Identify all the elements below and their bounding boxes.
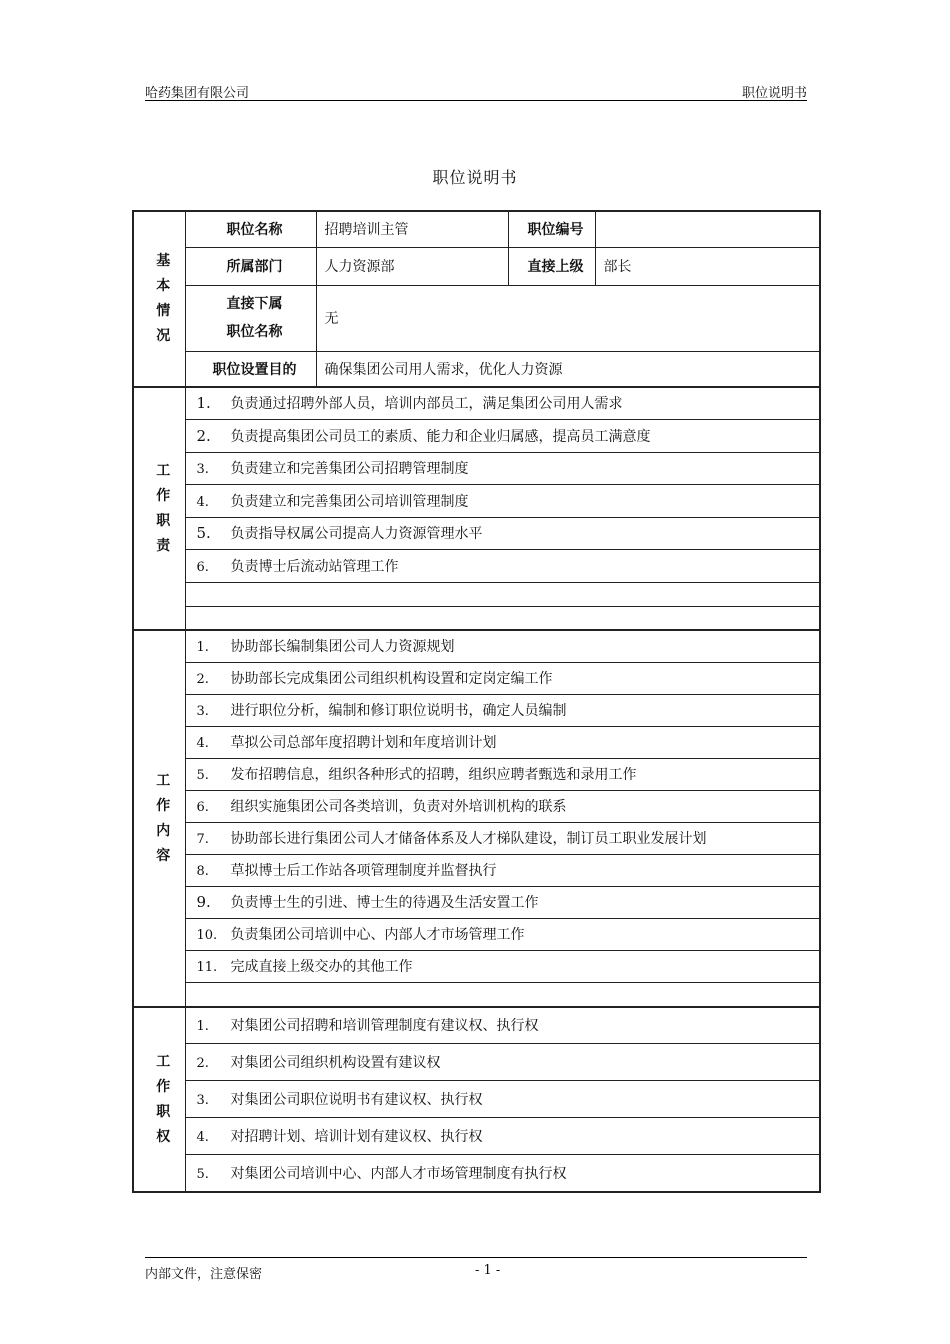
section-authority: 工 作 职 权 xyxy=(133,1007,185,1192)
table-row xyxy=(133,387,820,419)
duty-item: 4. 负责建立和完善集团公司培训管理制度 xyxy=(185,484,820,517)
page-number: - 1 - xyxy=(475,1263,501,1278)
authority-item: 4. 对招聘计划、培训计划有建议权、执行权 xyxy=(185,1117,820,1154)
authority-item: 2. 对集团公司组织机构设置有建议权 xyxy=(185,1043,820,1080)
subordinate-label-line2: 职位名称 xyxy=(226,324,283,340)
page-footer xyxy=(145,1257,807,1280)
content-item: 8. 草拟博士后工作站各项管理制度并监督执行 xyxy=(185,854,820,886)
subordinate-value: 无 xyxy=(316,285,820,351)
position-name-value: 招聘培训主管 xyxy=(316,211,508,247)
document-title: 职位说明书 xyxy=(432,168,518,187)
page-header xyxy=(145,82,807,101)
table-row xyxy=(133,1007,820,1043)
position-code-label: 职位编号 xyxy=(508,211,595,247)
content-item: 9. 负责博士生的引进、博士生的待遇及生活安置工作 xyxy=(185,886,820,918)
table-row xyxy=(133,351,820,387)
subordinate-label-line1: 直接下属 xyxy=(226,296,283,312)
confidential-note: 内部文件，注意保密 xyxy=(145,1267,263,1282)
superior-value: 部长 xyxy=(595,247,820,285)
subordinate-label xyxy=(185,285,316,351)
duty-item: 2. 负责提高集团公司员工的素质、能力和企业归属感，提高员工满意度 xyxy=(185,419,820,452)
content-item: 4. 草拟公司总部年度招聘计划和年度培训计划 xyxy=(185,726,820,758)
duty-item: 5. 负责指导权属公司提高人力资源管理水平 xyxy=(185,517,820,549)
table-row xyxy=(133,285,820,351)
doc-type: 职位说明书 xyxy=(741,86,807,101)
authority-item: 1. 对集团公司招聘和培训管理制度有建议权、执行权 xyxy=(185,1007,820,1043)
table-row xyxy=(133,630,820,662)
table-row xyxy=(133,247,820,285)
company-name: 哈药集团有限公司 xyxy=(145,86,250,101)
department-label: 所属部门 xyxy=(185,247,316,285)
content-item: 11. 完成直接上级交办的其他工作 xyxy=(185,950,820,982)
authority-item: 3. 对集团公司职位说明书有建议权、执行权 xyxy=(185,1080,820,1117)
duty-item: 6. 负责博士后流动站管理工作 xyxy=(185,549,820,582)
duty-item: 3. 负责建立和完善集团公司招聘管理制度 xyxy=(185,452,820,484)
table-row xyxy=(133,211,820,247)
position-code-value xyxy=(595,211,820,247)
position-name-label: 职位名称 xyxy=(185,211,316,247)
duty-empty-row xyxy=(185,582,820,606)
content-item: 3. 进行职位分析，编制和修订职位说明书，确定人员编制 xyxy=(185,694,820,726)
content-item: 6. 组织实施集团公司各类培训，负责对外培训机构的联系 xyxy=(185,790,820,822)
duty-empty-row xyxy=(185,606,820,630)
job-description-table xyxy=(132,210,821,1193)
section-duties: 工 作 职 责 xyxy=(133,387,185,630)
purpose-value: 确保集团公司用人需求，优化人力资源 xyxy=(316,351,820,387)
content-empty-row xyxy=(185,982,820,1007)
content-item: 2. 协助部长完成集团公司组织机构设置和定岗定编工作 xyxy=(185,662,820,694)
section-basic-info: 基 本 情 况 xyxy=(133,211,185,387)
content-item: 1. 协助部长编制集团公司人力资源规划 xyxy=(185,630,820,662)
superior-label: 直接上级 xyxy=(508,247,595,285)
duty-item: 1. 负责通过招聘外部人员，培训内部员工，满足集团公司用人需求 xyxy=(185,387,820,419)
content-item: 5. 发布招聘信息，组织各种形式的招聘，组织应聘者甄选和录用工作 xyxy=(185,758,820,790)
department-value: 人力资源部 xyxy=(316,247,508,285)
content-item: 10. 负责集团公司培训中心、内部人才市场管理工作 xyxy=(185,918,820,950)
section-work-content: 工 作 内 容 xyxy=(133,630,185,1007)
authority-item: 5. 对集团公司培训中心、内部人才市场管理制度有执行权 xyxy=(185,1154,820,1192)
content-item: 7. 协助部长进行集团公司人才储备体系及人才梯队建设，制订员工职业发展计划 xyxy=(185,822,820,854)
purpose-label: 职位设置目的 xyxy=(185,351,316,387)
